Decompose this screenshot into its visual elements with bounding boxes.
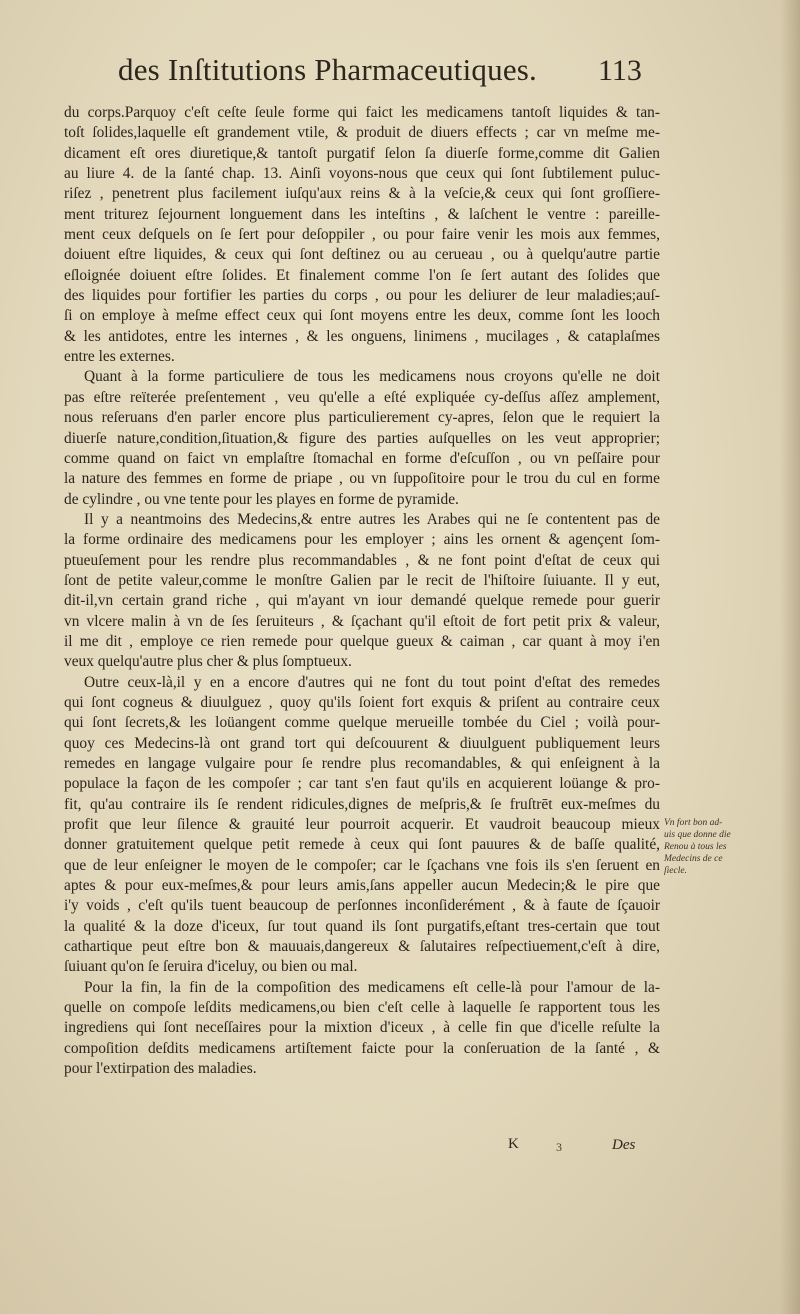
show-through-text: [690, 500, 760, 530]
text-line: ſi on employe à meſme effect ceux qui ſont moyens entre les deux, comme ſont les looch: [64, 307, 660, 325]
text-line: comme quand on faict vn emplaſtre ſtomachal en forme d'eſcuſſon , ou vn peſſaire pour: [64, 449, 660, 467]
text-line: toſt ſolides,laquelle eſt grandement vtile, & produit de diuers effects ; car vn meſme me-: [64, 124, 660, 142]
text-line: entre les externes.: [64, 348, 175, 366]
text-line: cathartique peut eſtre bon & mauuais,dangereux & ſalutaires reſpectiuement,c'eſt à dire,: [64, 938, 660, 956]
text-line: & les antidotes, entre les internes , & les onguens, linimens , mucilages , & cataplaſmes: [64, 327, 660, 345]
paragraph-3: [64, 510, 660, 673]
text-line: pour l'extirpation des maladies.: [64, 1060, 257, 1078]
text-line: quoy ces Medecins-là ont grand tort qui deſcouurent & diuulguent publiquement leurs: [64, 734, 660, 752]
text-line: qui ſont ſecrets,& les loüangent comme quelque merueille tombée du Ciel ; voilà pour-: [64, 714, 660, 732]
margin-note: [664, 817, 738, 877]
running-head: [0, 52, 800, 98]
text-line: Quant à la forme particuliere de tous les medicamens nous croyons qu'elle ne doit: [84, 368, 660, 386]
text-line: la qualité & la doze d'iceux, ſur tout quand ils ſont purgatifs,eſtant tres-certain que tout: [64, 917, 660, 935]
text-line: diuerſe nature,condition,ſituation,& figure des parties auſquelles on les veut approprier;: [64, 429, 660, 447]
text-line: de cylindre , ou vne tente pour les playes en forme de pyramide.: [64, 490, 459, 508]
paragraph-5: [64, 978, 660, 1080]
margin-note-line: Renou à tous les: [664, 842, 727, 852]
text-line: fit, qu'au contraire ils ſe rendent ridicules,dignes de meſpris,& ſe fruſtrēt eux-meſmes du: [64, 795, 660, 813]
text-line: ment ceux deſquels on ſe ſert pour deſoppiler , ou pour faire venir les mois aux femmes,: [64, 226, 660, 244]
text-line: quelle on compoſe leſdits medicamens,ou bien c'eſt celle à laquelle ſe rapportent tous les: [64, 999, 660, 1017]
text-line: aptes & pour eux-meſmes,& pour leurs amis,ſans appeller aucun Medecin;& le pire que: [64, 877, 660, 895]
signature-number: 3: [556, 1140, 562, 1154]
text-line: i'y voids , c'eſt qu'ils tuent beaucoup de perſonnes inconſiderément , & à faute de ſçauoir: [64, 897, 660, 915]
paragraph-1: [64, 103, 660, 367]
text-line: qui ſont cogneus & diuulguez , quoy qu'ils ſoient fort exquis & priſent au contraire ceux: [64, 693, 660, 711]
text-line: Il y a neantmoins des Medecins,& entre autres les Arabes qui ne ſe contentent pas de: [84, 510, 660, 528]
text-line: la forme ordinaire des medicamens pour les employer ; ains les ornent & agençent ſom-: [64, 531, 660, 549]
text-line: dicament eſt ores diuretique,& tantoſt purgatif ſelon ſa diuerſe forme,comme dit Galien: [64, 144, 660, 162]
text-line: ptueuſement pour les rendre plus recommandables , & ne font point d'eſtat de ceux qui: [64, 551, 660, 569]
text-line: dit-il,vn certain grand riche , qui m'ayant vn iour demandé quelque remede pour guerir: [64, 592, 660, 610]
text-line: eſloignée doiuent eſtre ſolides. Et finalement comme l'on ſe ſert autant des ſolides que: [64, 266, 660, 284]
margin-note-line: Vn fort bon ad-: [664, 818, 723, 828]
text-line: Pour la fin, la fin de la compoſition des medicamens eſt celle-là pour l'amour de la-: [84, 978, 660, 996]
text-line: ſuiuant qu'on ſe ſeruira d'iceluy, ou bien ou mal.: [64, 958, 358, 976]
text-line: il me dit , employe ce rien remede pour quelque gueux & caiman , car quant à moy i'en: [64, 632, 660, 650]
paragraph-4: [64, 673, 660, 978]
text-line: riſez , penetrent plus facilement iuſqu'aux reins & à la veſcie,& ceux qui ſont groſſiere-: [64, 185, 660, 203]
margin-note-line: Medecins de ce: [664, 854, 723, 864]
text-line: populace la façon de les compoſer ; car tant s'en faut qu'ils en acquierent loüange & pro-: [64, 775, 660, 793]
text-line: des liquides pour fortifier les parties du corps , ou pour les deliurer de leur maladies;auſ-: [64, 287, 660, 305]
paragraph-2: [64, 367, 660, 509]
text-line: ment triturez ſejournent longuement dans les inteſtins , & laſchent le ventre : pareille-: [64, 205, 660, 223]
text-line: que de leur enſeigner le moyen de le compoſer; car le ſçachans vne fois ils s'en ſeruent en: [64, 856, 660, 874]
text-line: pas eſtre reïterée preſentement , veu qu'elle a eſté expliquée cy-deſſus aſſez amplement,: [64, 388, 660, 406]
catchword: Des: [612, 1137, 636, 1153]
text-line: nous reſeruans d'en parler encore plus particulierement cy-apres, ſelon que le requiert la: [64, 409, 660, 427]
text-line: du corps.Parquoy c'eſt ceſte ſeule forme qui faict les medicamens tantoſt liquides & tan-: [64, 104, 660, 121]
running-title: des Inſtitutions Pharmaceutiques.: [118, 52, 537, 87]
text-line: ingrediens qui ſont neceſſaires pour la mixtion d'iceux , à celle fin que d'icelle reſulte la: [64, 1019, 660, 1037]
margin-note-line: ſiecle.: [664, 866, 687, 876]
text-line: doiuent eſtre liquides, & ceux qui ſont deſtinez ou au cerueau , ou à quelqu'autre partie: [64, 246, 660, 264]
text-line: donner gratuitement quelque petit remede à ceux qui ſont pauures & de baſſe qualité,: [64, 836, 660, 854]
text-line: la nature des femmes en forme de priape , ou vn ſuppoſitoire pour le trou du cul en forme: [64, 470, 660, 488]
text-line: Outre ceux-là,il y en a encore d'autres qui ne font du tout point d'eſtat des remedes: [84, 673, 660, 691]
body-text: [64, 103, 660, 1080]
page-number: 113: [598, 54, 642, 87]
text-line: ſont de petite valeur,comme le monſtre Galien par le recit de l'hiſtoire ſuiuante. Il y eut,: [64, 571, 660, 589]
text-line: vn vlcere malin à vn de ſes ſeruiteurs , & ſçachant qu'il eſtoit de fort petit prix & valeur,: [64, 612, 660, 630]
signature-mark: K: [508, 1136, 519, 1152]
margin-note-line: uis que donne die: [664, 830, 731, 840]
text-line: au liure 4. de la ſanté chap. 13. Ainſi voyons-nous que ceux qui ſont ſubtilement puluc-: [64, 165, 660, 183]
text-line: veux quelqu'autre plus cher & plus ſomptueux.: [64, 653, 352, 671]
text-line: profit que leur ſilence & grauité leur pourroit acquerir. Et vaudroit beaucoup mieux: [64, 816, 660, 834]
text-line: compoſition deſdits medicamens artiſtement faicte pour la conſeruation de la ſanté , &: [64, 1039, 660, 1057]
text-line: remedes en langage vulgaire pour ſe rendre plus recomandables, & qui enſeignent à la: [64, 755, 660, 772]
